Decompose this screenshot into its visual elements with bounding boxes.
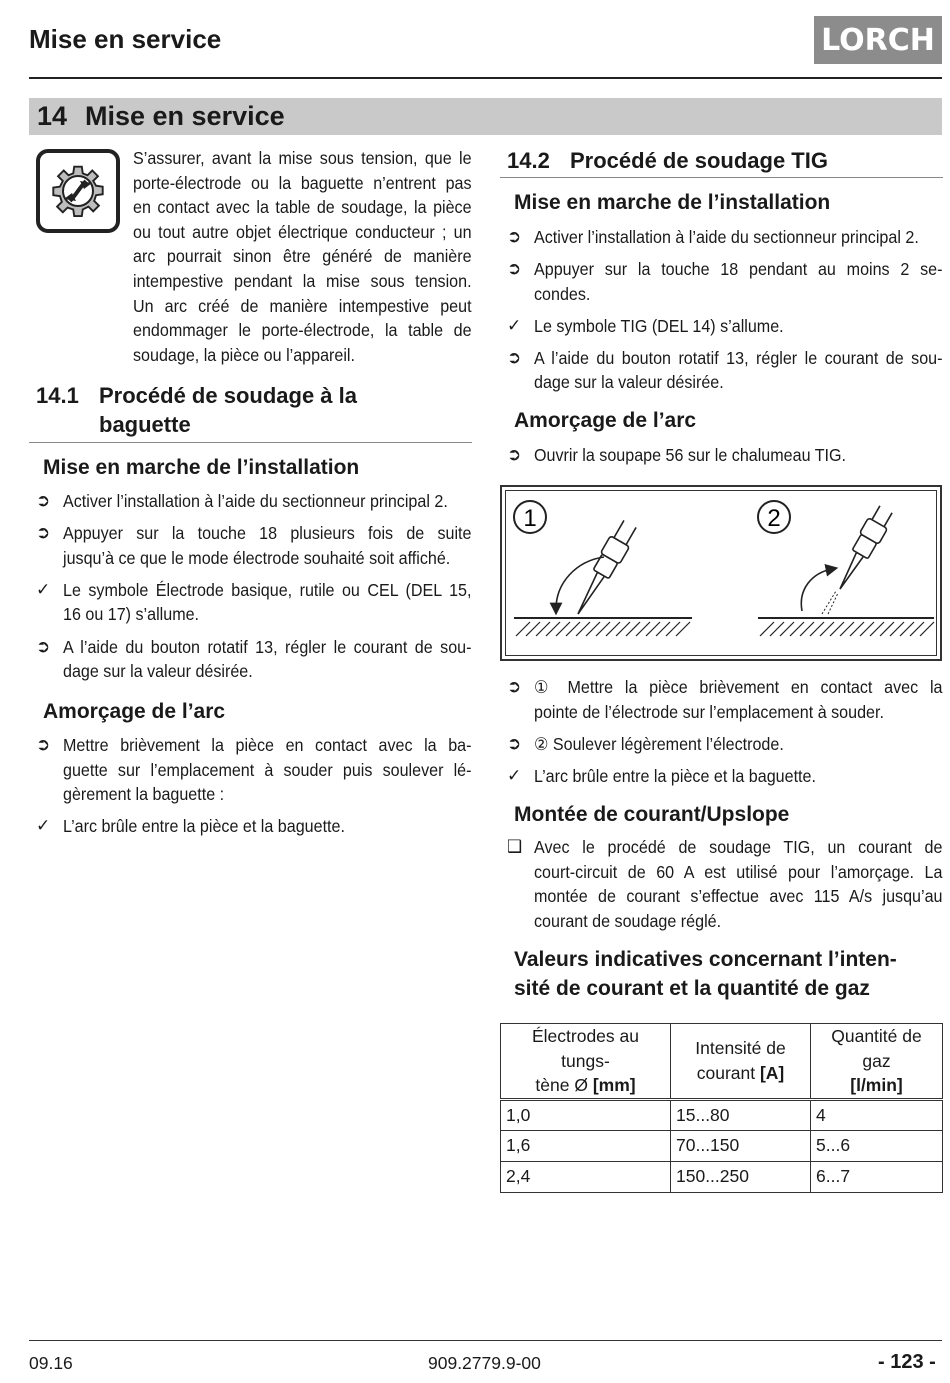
box-icon: ❑ <box>507 837 523 857</box>
text-line: Ouvrir la soupape 56 sur le chalumeau TIG. <box>534 445 847 465</box>
list-item-text <box>534 732 942 757</box>
header-rule <box>29 77 942 79</box>
text-line: L’arc brûle entre la pièce et la baguette. <box>63 816 345 837</box>
list-item-text <box>63 733 471 807</box>
table-row <box>501 1161 943 1192</box>
text-line: Appuyer sur la touche 18 pendant au moins 2 se- <box>534 259 943 280</box>
text-line: pointe de l’électrode sur l’emplacement à souder. <box>534 701 884 722</box>
warning-line: en contact avec la table de soudage, la pièce <box>133 197 472 218</box>
text-line: gèrement la baguette : <box>63 784 225 805</box>
list-item-text <box>63 521 471 570</box>
chapter-title: Mise en service <box>85 101 285 131</box>
list-item-text <box>63 635 471 684</box>
arc-ignition-figure <box>500 485 942 661</box>
arrow-bullet-icon: ➲ <box>507 347 522 368</box>
text-line: L’arc brûle entre la pièce et la baguette. <box>534 765 816 786</box>
section-14-2-number: 14.2 <box>507 148 550 173</box>
left-arc-heading: Amorçage de l’arc <box>43 700 226 723</box>
values-table <box>500 1023 943 1193</box>
list-item-text <box>63 578 471 627</box>
check-icon: ✓ <box>36 816 51 837</box>
list-item-text <box>534 225 942 250</box>
arrow-bullet-icon: ➲ <box>507 227 522 247</box>
hatching-1 <box>516 622 690 636</box>
text-line: Mettre brièvement la pièce en contact avec la ba- <box>63 735 472 755</box>
list-item-text <box>534 835 942 933</box>
table-cell: 4 <box>811 1099 943 1130</box>
warning-line: ou tout autre objet électrique conducteur ; un <box>133 221 472 242</box>
table-row <box>501 1130 943 1161</box>
values-heading <box>514 945 897 1003</box>
arrow-bullet-icon: ➲ <box>507 733 522 754</box>
arrow-bullet-icon: ➲ <box>36 491 51 511</box>
table-header-row <box>501 1024 943 1100</box>
warning-line: Un arc créé de manière intempestive peut <box>133 295 472 316</box>
warning-line: arc pourrait sinon être généré de manière <box>133 246 472 267</box>
warning-icon <box>36 149 120 233</box>
arrow-bullet-icon: ➲ <box>36 523 51 544</box>
step-2-label: 2 <box>767 505 781 532</box>
text-line: ① Mettre la pièce brièvement en contact avec la <box>534 677 943 697</box>
right-arc-heading: Amorçage de l’arc <box>514 409 697 432</box>
text-line: court-circuit de 60 A est utilisé pour l’amorçage. La <box>534 861 943 882</box>
list-item-text <box>534 314 942 339</box>
section-14-2-rule <box>500 177 943 178</box>
text-line: dage sur la valeur désirée. <box>534 372 724 393</box>
table-cell: 1,0 <box>501 1099 671 1130</box>
list-item-text <box>534 675 942 724</box>
text-line: montée de courant s’effectue avec 115 A/s jusqu’au <box>534 886 943 907</box>
table-header-gas: Quantité de gaz [l/min] <box>811 1024 943 1100</box>
arc-dotted <box>822 591 838 614</box>
warning-line: endommager le porte-électrode, la table de <box>133 320 472 341</box>
arrow-bullet-icon: ➲ <box>507 259 522 280</box>
text-line: A l’aide du bouton rotatif 13, régler le courant de sou- <box>534 347 943 368</box>
chapter-bar <box>29 98 942 135</box>
text-line: ② Soulever légèrement l’électrode. <box>534 733 784 754</box>
table-row <box>501 1099 943 1130</box>
table-cell: 150...250 <box>671 1161 811 1192</box>
arrow-bullet-icon: ➲ <box>36 735 51 755</box>
list-item-text <box>534 346 942 395</box>
section-14-1-number: 14.1 <box>36 383 79 408</box>
table-cell: 15...80 <box>671 1099 811 1130</box>
warning-line: porte-électrode ou la baguette n’entrent pas <box>133 172 472 193</box>
text-line: A l’aide du bouton rotatif 13, régler le courant de sou- <box>63 636 472 657</box>
arrow-bullet-icon: ➲ <box>507 677 522 697</box>
list-item-text <box>534 257 942 306</box>
values-heading-line1: Valeurs indicatives concernant l’inten- <box>514 948 897 971</box>
table-header-current: Intensité de courant [A] <box>671 1024 811 1100</box>
section-14-1-rule <box>29 442 472 443</box>
upslope-heading: Montée de courant/Upslope <box>514 803 790 826</box>
text-line: Activer l’installation à l’aide du sectionneur principal 2. <box>534 227 919 247</box>
torch-1 <box>568 518 639 619</box>
footer-rule <box>29 1340 942 1341</box>
left-install-heading: Mise en marche de l’installation <box>43 456 360 479</box>
section-14-1-title-line2: baguette <box>99 412 191 437</box>
section-14-2-title: Procédé de soudage TIG <box>570 148 828 173</box>
check-icon: ✓ <box>507 765 522 786</box>
table-cell: 70...150 <box>671 1130 811 1161</box>
list-item-text <box>534 764 942 789</box>
values-heading-line2: sité de courant et la quantité de gaz <box>514 977 870 1000</box>
warning-line: S’assurer, avant la mise sous tension, que le <box>133 148 472 168</box>
warning-line: intempestive pendant la mise sous tension. <box>133 270 472 291</box>
torch-2 <box>830 504 895 595</box>
check-icon: ✓ <box>507 315 522 336</box>
text-line: Le symbole TIG (DEL 14) s’allume. <box>534 315 784 336</box>
list-item-text <box>63 489 471 514</box>
text-line: Le symbole Électrode basique, rutile ou CEL (DEL 15, <box>63 579 472 600</box>
check-icon: ✓ <box>36 579 51 600</box>
table-cell: 6...7 <box>811 1161 943 1192</box>
text-line: Avec le procédé de soudage TIG, un courant de <box>534 837 943 857</box>
page-header-title: Mise en service <box>29 24 222 54</box>
warning-line <box>133 146 472 367</box>
footer-date: 09.16 <box>29 1353 73 1373</box>
lorch-logo: LORCH <box>814 16 942 64</box>
text-line: Appuyer sur la touche 18 plusieurs fois de suite <box>63 523 472 544</box>
warning-line: soudage, la pièce ou l’appareil. <box>133 344 355 365</box>
arrow-bullet-icon: ➲ <box>36 636 51 657</box>
text-line: jusqu’à ce que le mode électrode souhaité soit affiché. <box>63 547 451 568</box>
chapter-number: 14 <box>37 101 68 131</box>
text-line: condes. <box>534 283 591 304</box>
text-line: Activer l’installation à l’aide du sectionneur principal 2. <box>63 491 448 511</box>
list-item-text <box>63 814 471 839</box>
hatching-2 <box>760 622 934 636</box>
list-item-text <box>534 443 942 468</box>
text-line: dage sur la valeur désirée. <box>63 661 253 682</box>
step-1-label: 1 <box>523 505 537 532</box>
text-line: 16 ou 17) s’allume. <box>63 604 200 625</box>
arc-arrow-2 <box>801 569 832 611</box>
table-cell: 5...6 <box>811 1130 943 1161</box>
text-line: guette sur l’emplacement à souder puis soulever lé- <box>63 759 472 780</box>
warning-text <box>133 146 472 367</box>
text-line: courant de soudage réglé. <box>534 910 722 931</box>
right-install-heading: Mise en marche de l’installation <box>514 191 831 214</box>
footer-doc-number: 909.2779.9-00 <box>428 1353 541 1373</box>
table-cell: 1,6 <box>501 1130 671 1161</box>
footer-page-number: - 123 - <box>878 1351 936 1373</box>
table-cell: 2,4 <box>501 1161 671 1192</box>
arrow-bullet-icon: ➲ <box>507 445 522 465</box>
section-14-1-title: Procédé de soudage à la <box>99 383 357 408</box>
table-header-electrodes: Électrodes au tungs- tène Ø [mm] <box>501 1024 671 1100</box>
